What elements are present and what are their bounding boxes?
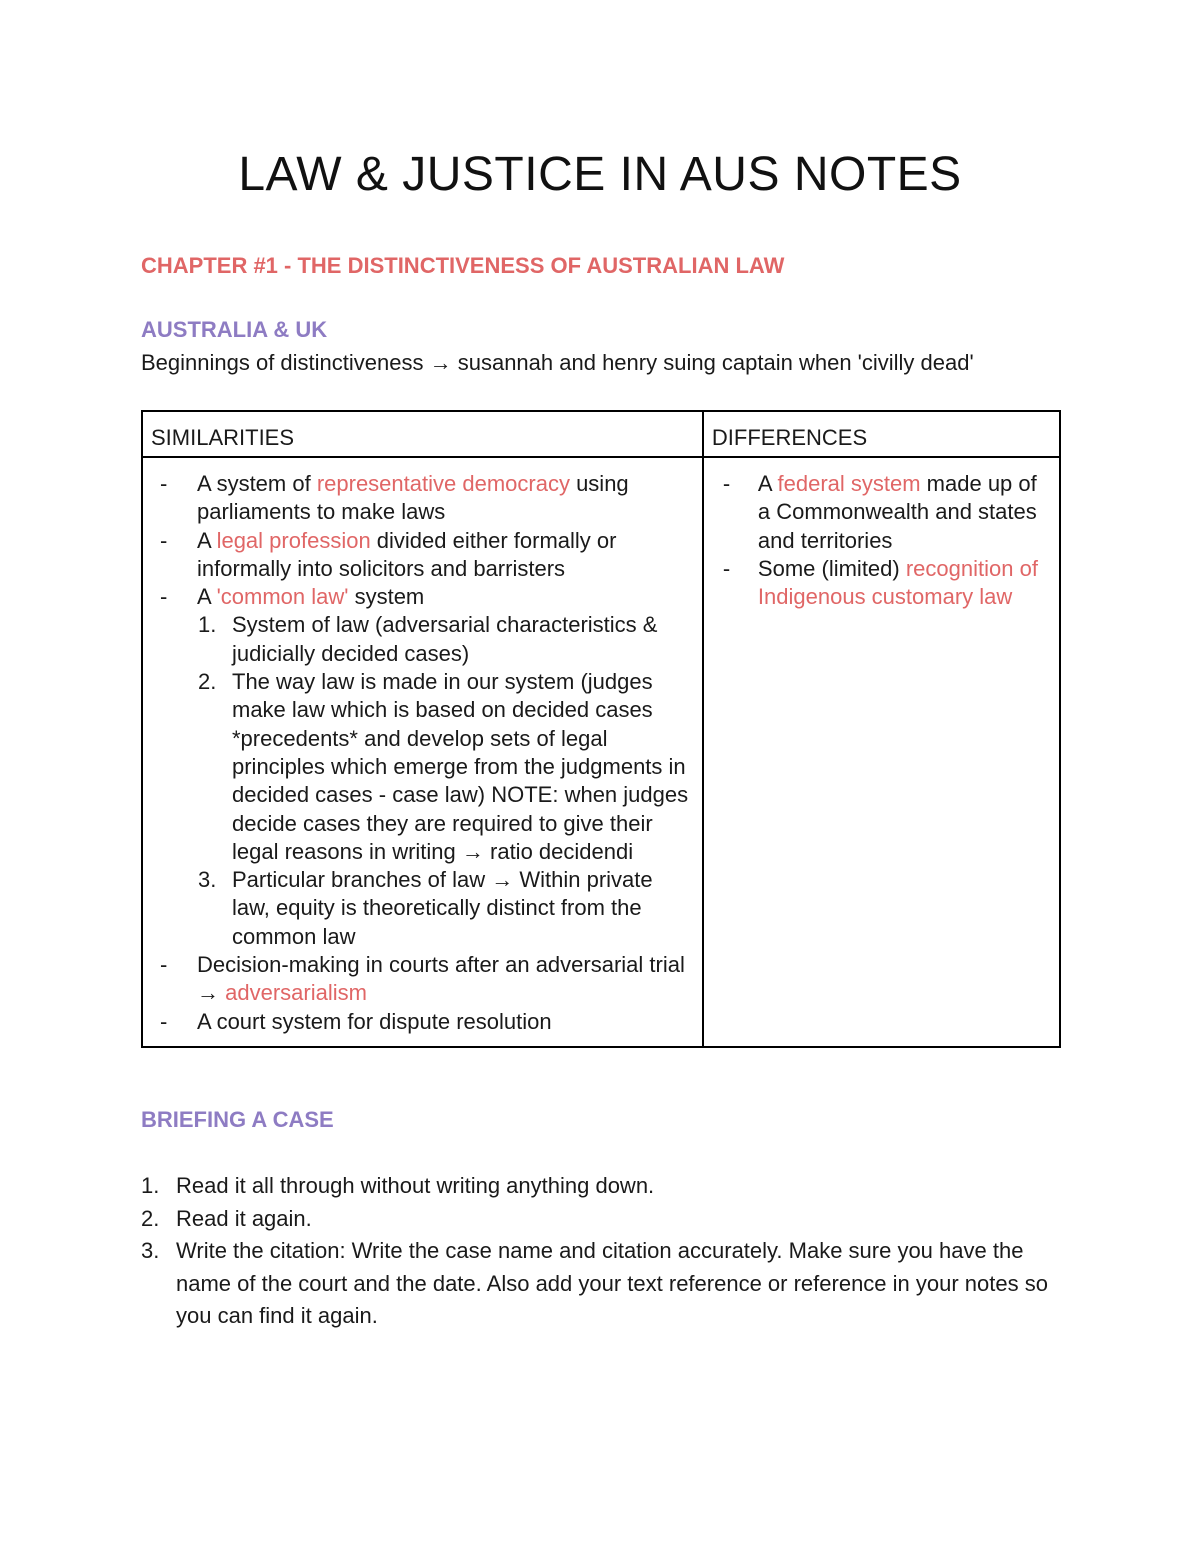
header-differences: DIFFERENCES [703,411,1060,457]
highlight-text: federal system [777,471,921,496]
section-heading-briefing: BRIEFING A CASE [141,1107,334,1132]
list-item: - A court system for dispute resolution [160,1008,552,1034]
list-item: - Decision-making in courts after an adversarial trial → adversarialism [160,952,685,1006]
numbered-subitem: 2. The way law is made in our system (judges make law which is based on decided cases *precedents* and develop sets of legal principles which emerge from the judgments in decided cases - case law) NOTE: when judges decide cases they are required to give their legal reasons in writing → ratio decidendi [198,669,689,864]
list-item: - Some (limited) recognition of Indigenous customary law [722,555,1038,610]
list-item: 3. Write the citation: Write the case name and citation accurately. Make sure you have the name of the court and the date. Also add your text reference or reference in your notes so you can find it again. [141,1238,1048,1328]
table-header-row [142,411,1060,457]
numbered-subitem: 3. Particular branches of law → Within private law, equity is theoretically distinct from the common law [198,867,653,949]
comparison-table [141,410,1061,1048]
page-title: LAW & JUSTICE IN AUS NOTES [238,148,962,201]
list-item: - A system of representative democracy using parliaments to make laws [160,471,629,525]
section-heading-australia-uk: AUSTRALIA & UK [141,317,328,342]
chapter-heading: CHAPTER #1 - THE DISTINCTIVENESS OF AUSTRALIAN LAW [141,253,785,278]
briefing-steps-list [141,1170,1071,1333]
list-item: - A 'common law' system [160,584,425,610]
list-item: 1. Read it all through without writing anything down. [141,1173,655,1198]
highlight-text: 'common law' [216,584,349,610]
list-item: 2. Read it again. [141,1205,312,1231]
intro-paragraph: Beginnings of distinctiveness → susannah and henry suing captain when 'civilly dead' [141,350,974,375]
table-row [142,457,1060,1047]
numbered-subitem: 1. System of law (adversarial characteristics & judicially decided cases) [198,612,658,666]
highlight-text: representative democracy [316,471,570,496]
list-item: - A legal profession divided either formally or informally into solicitors and barristers [160,527,617,581]
similarities-cell [142,457,703,1047]
highlight-text: legal profession [216,527,371,553]
differences-cell [703,457,1060,1047]
highlight-text: adversarialism [225,980,367,1006]
header-similarities: SIMILARITIES [142,411,703,457]
list-item: - A federal system made up of a Commonwealth and states and territories [722,471,1037,553]
highlight-text: recognition of Indigenous customary law [757,555,1038,610]
